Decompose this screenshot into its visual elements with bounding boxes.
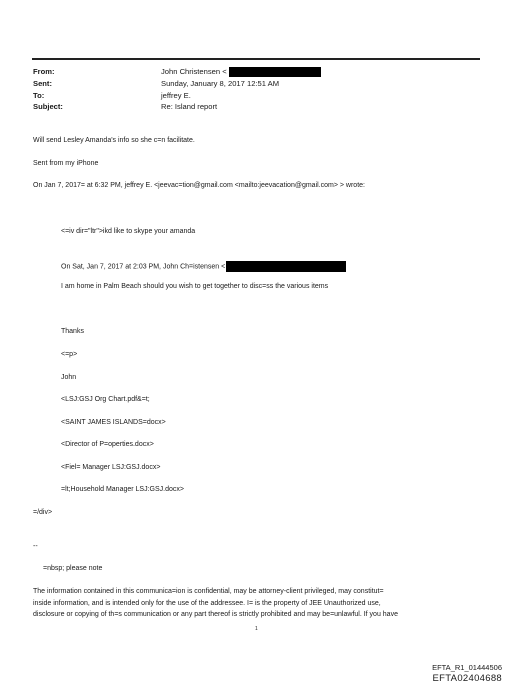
div-close-text: =/div> (33, 509, 53, 516)
page-number: 1 (255, 626, 258, 632)
from-label: From: (33, 67, 55, 76)
quoted-line-3: I am home in Palm Beach should you wish to get together to disc=ss the various items (61, 283, 329, 290)
from-name: John Christensen < (161, 67, 227, 76)
body-line-3: On Jan 7, 2017= at 6:32 PM, jeffrey E. <jeevac=tion@gmail.com <mailto:jeevacation@gmail.com> > wrote: (33, 182, 365, 189)
disclaimer-line-1: The information contained in this communica=ion is confidential, may be attorney-client privileged, may constitut= (33, 588, 384, 595)
to-label: To: (33, 91, 45, 100)
body-line-1: Will send Lesley Amanda's info so she c=n facilitate. (33, 137, 195, 144)
disclaimer-line-3: disclosure or copying of th=s communication or any part thereof is strictly prohibited and may be=unlawful. If you have (33, 611, 398, 618)
signature-name: John (61, 374, 77, 381)
quoted-attribution: On Sat, Jan 7, 2017 at 2:03 PM, John Ch=istensen < (61, 263, 226, 271)
attachment-3: <Director of P=operties.docx> (61, 441, 154, 448)
attachment-1: <LSJ:GSJ Org Chart.pdf&=t; (61, 396, 150, 403)
attachment-5: =lt;Household Manager LSJ:GSJ.docx> (61, 486, 184, 493)
from-value (161, 67, 321, 77)
disclaimer-line-2: inside information, and is intended only for the use of the addressee. I= is the property of JEE Unauthorized use, (33, 600, 381, 607)
attachment-4: <Fiel= Manager LSJ:GSJ.docx> (61, 464, 161, 471)
sent-value: Sunday, January 8, 2017 12:51 AM (161, 79, 280, 88)
header-rule (32, 58, 480, 60)
subject-value: Re: Island report (161, 102, 218, 111)
to-value: jeffrey E. (161, 91, 191, 100)
nbsp-note: =nbsp; please note (43, 565, 103, 572)
body-line-2: Sent from my iPhone (33, 160, 99, 167)
redaction-block (226, 261, 346, 272)
p-tag-text: <=p> (61, 351, 78, 358)
bates-number-2: EFTA02404688 (432, 673, 502, 684)
bates-number-1: EFTA_R1_01444506 (432, 663, 502, 672)
quoted-line-1: <=iv dir="ltr">ikd like to skype your amanda (61, 228, 196, 235)
redaction-block (229, 67, 321, 77)
quoted-line-2 (61, 261, 346, 272)
thanks-text: Thanks (61, 328, 84, 335)
signature-dashes: -- (33, 543, 38, 550)
attachment-2: <SAINT JAMES ISLANDS=docx> (61, 419, 166, 426)
sent-label: Sent: (33, 79, 52, 88)
subject-label: Subject: (33, 102, 63, 111)
